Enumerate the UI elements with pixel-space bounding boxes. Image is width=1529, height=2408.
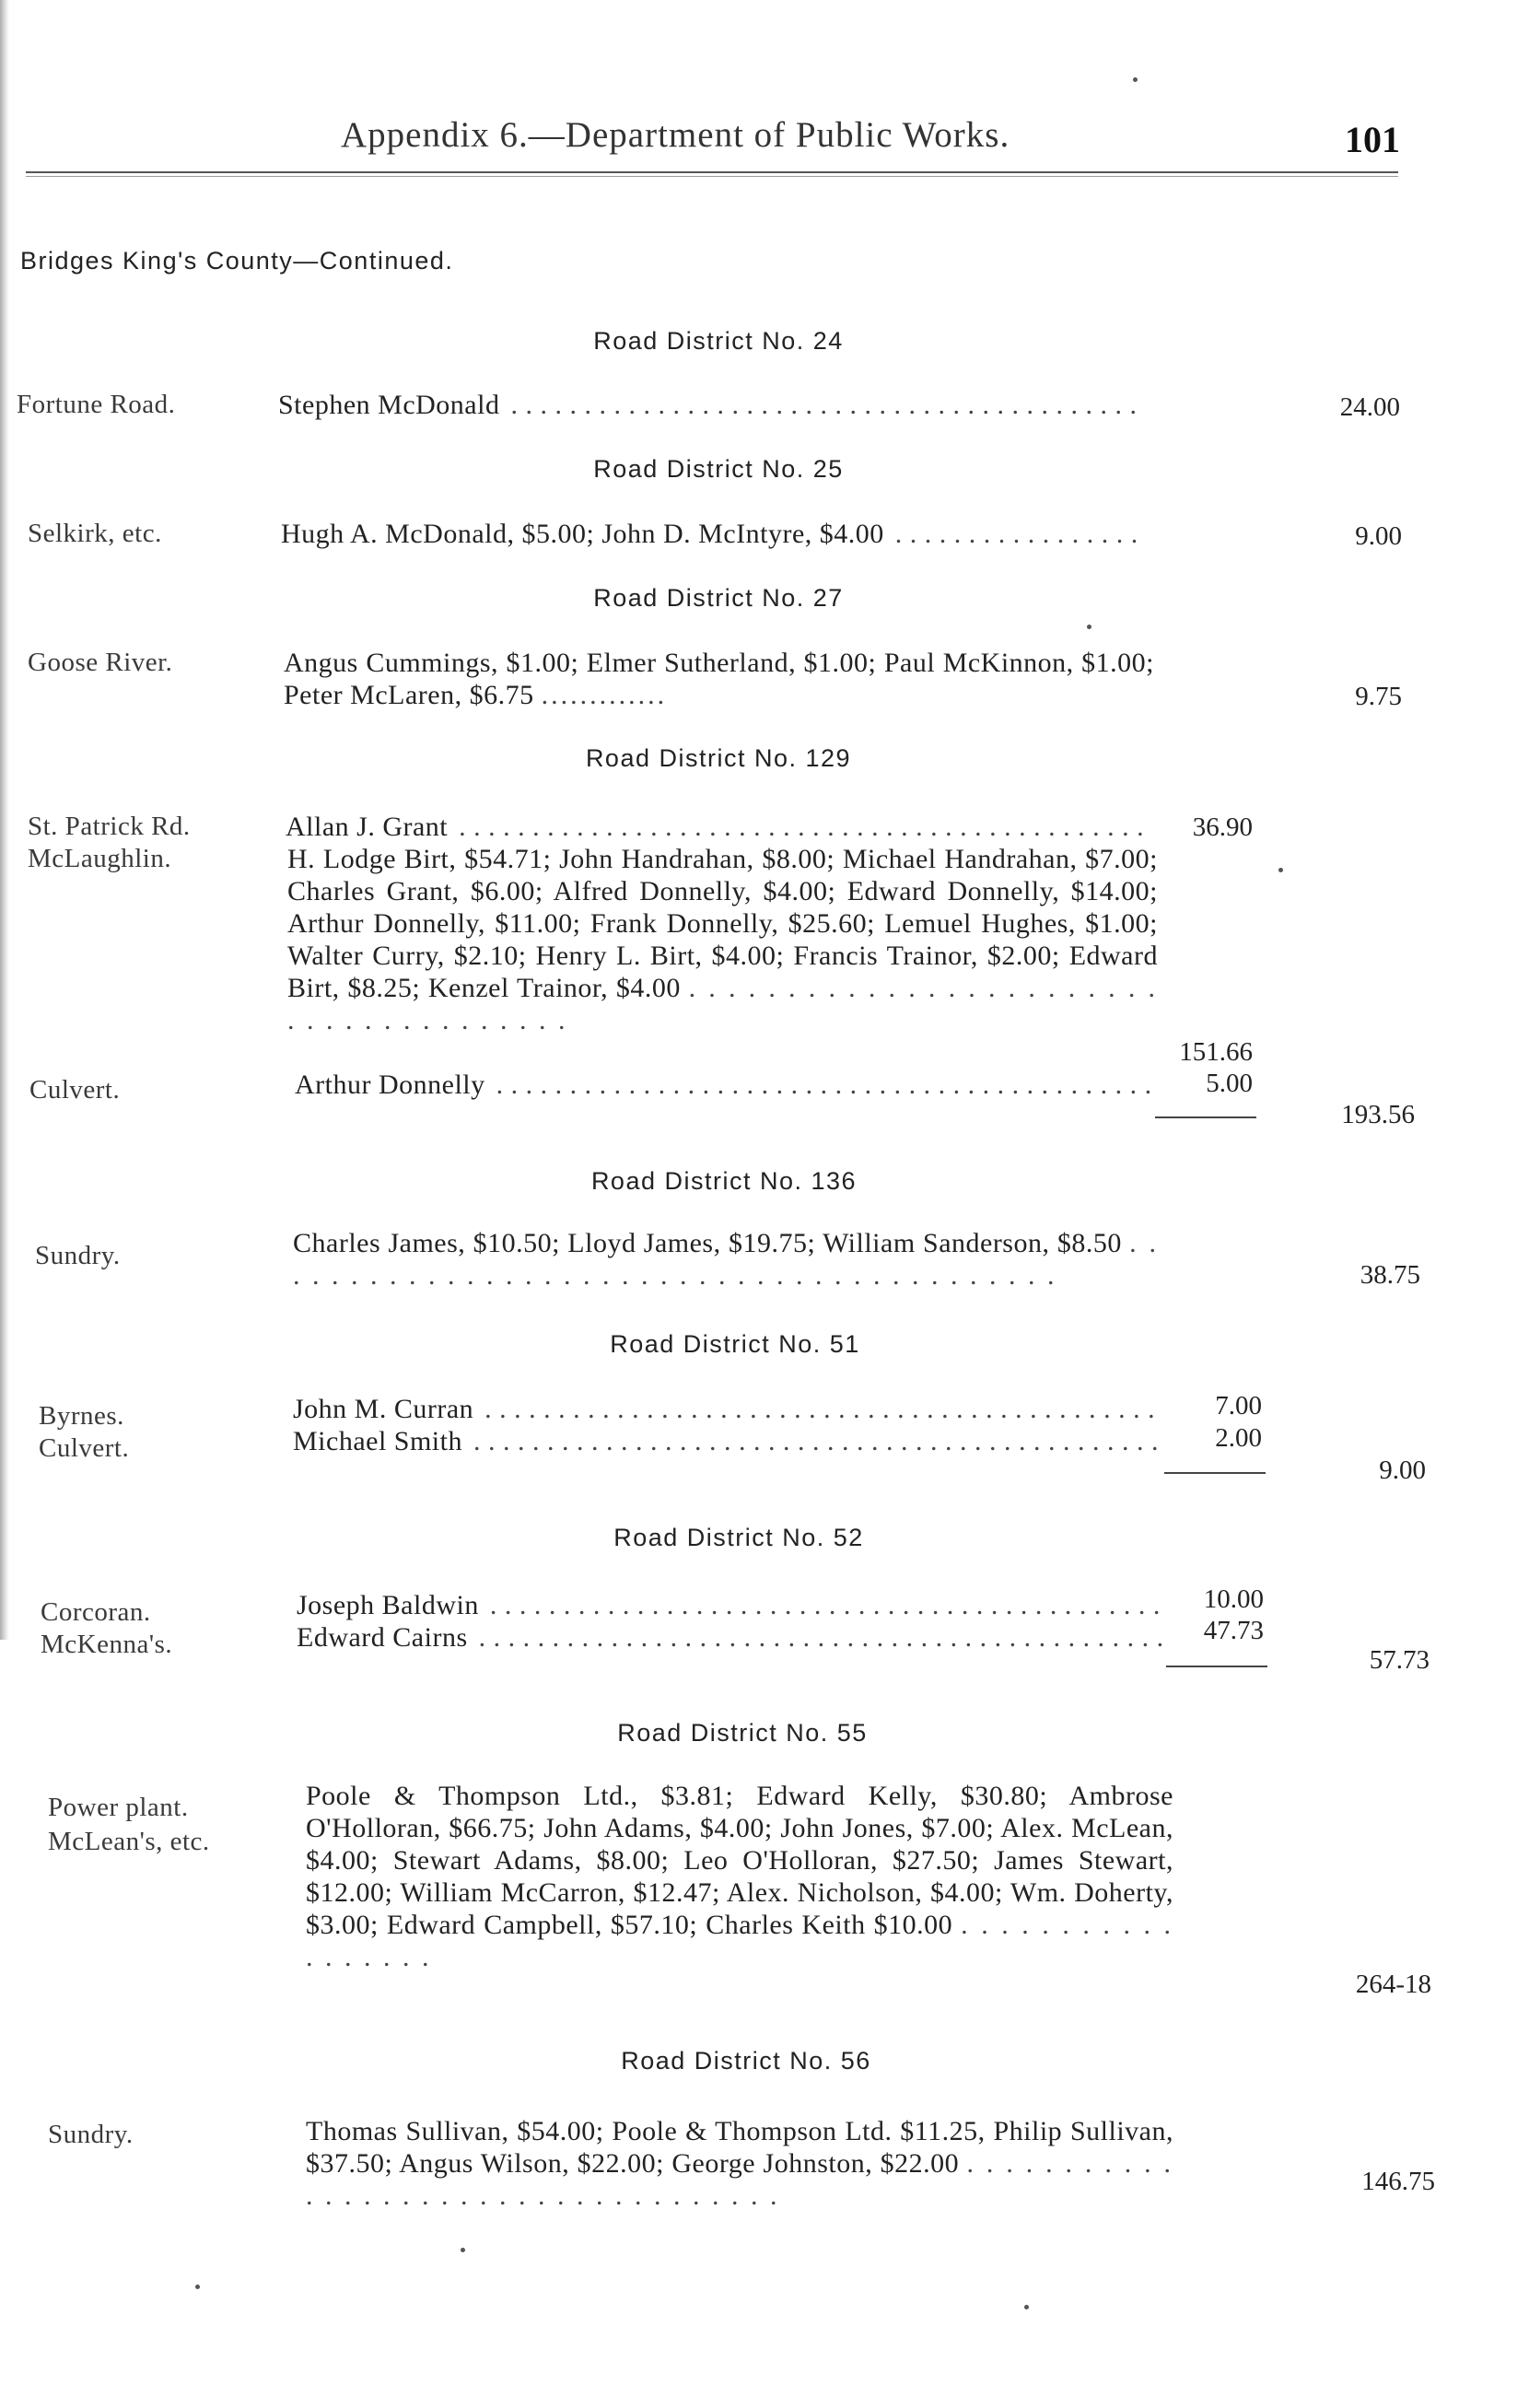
scan-speck <box>1278 868 1283 872</box>
place-name: Corcoran. <box>41 1597 151 1627</box>
district-total: 264-18 <box>1355 1970 1431 1999</box>
payment-entry <box>286 811 1150 843</box>
district-heading-136: Road District No. 136 <box>590 1167 858 1195</box>
payment-entry <box>297 1589 1162 1621</box>
district-heading-56: Road District No. 56 <box>621 2047 871 2075</box>
place-name: Selkirk, etc. <box>28 519 162 548</box>
district-heading-24: Road District No. 24 <box>593 327 844 355</box>
place-name: Byrnes. <box>39 1401 124 1431</box>
payment-entry <box>297 1621 1162 1654</box>
entry-text: Joseph Baldwin <box>297 1590 479 1620</box>
place-name: Goose River. <box>28 648 173 677</box>
place-name: Power plant. McLean's, etc. <box>48 1793 210 1856</box>
district-heading-52: Road District No. 52 <box>613 1524 864 1551</box>
dot-leader: . . . . . . . . . . . . . . . . . . <box>306 1910 1174 1972</box>
place-name: McLaughlin. <box>28 844 172 873</box>
payment-entry <box>293 1393 1159 1425</box>
subtotal-rule <box>1155 1116 1256 1118</box>
dot-leader: . . . . . . . . . . . . . . . . . . . . . . . . . . . . . . . . . . . . . . . <box>287 973 1159 1035</box>
place-name: St. Patrick Rd. <box>28 812 191 841</box>
dot-leader <box>895 518 1142 550</box>
entry-amount: 36.90 <box>1192 812 1253 842</box>
page-edge-shadow <box>0 0 9 1640</box>
entry-text: Angus Cummings, $1.00; Elmer Sutherland, $1.00; Paul McKinnon, $1.00; Peter McLaren, $6.75 <box>284 648 1154 710</box>
dot-leader <box>496 1069 1151 1101</box>
payment-entry <box>287 843 1158 1036</box>
scan-speck <box>1087 625 1091 629</box>
payment-entry <box>281 518 1142 550</box>
district-heading-51: Road District No. 51 <box>610 1330 860 1358</box>
district-total: 9.00 <box>1379 1455 1426 1485</box>
entry-amount: 151.66 <box>1179 1037 1253 1067</box>
dot-leader <box>510 389 1139 421</box>
scan-speck <box>1024 2305 1029 2309</box>
district-total: 9.75 <box>1355 682 1402 711</box>
district-heading-25: Road District No. 25 <box>593 455 844 483</box>
scan-speck <box>461 2248 465 2252</box>
place-name: McKenna's. <box>41 1630 173 1659</box>
scan-speck <box>195 2285 200 2289</box>
entry-text: H. Lodge Birt, $54.71; John Handrahan, $8.00; Michael Handrahan, $7.00; Charles Grant, $6.00; Alfred Donnelly, $4.00; Edward Donnelly, $14.00; Arthur Donnelly, $11.00; Frank Donnelly, $25.60; Lemuel Hughes, $1.00; Walter Curry, $2.10; Henry L. Birt, $4.00; Francis Trainor, $2.00; Edward Birt, $8.25; Kenzel Trainor, $4.00 <box>287 844 1158 1003</box>
payment-entry <box>295 1069 1151 1101</box>
entry-amount: 10.00 <box>1203 1584 1264 1614</box>
entry-amount: 5.00 <box>1206 1069 1253 1098</box>
payment-entry <box>306 2115 1173 2212</box>
place-name: Culvert. <box>29 1075 121 1105</box>
district-total: 24.00 <box>1339 392 1400 422</box>
payment-entry <box>284 647 1154 711</box>
entry-text: Hugh A. McDonald, $5.00; John D. McIntyre, $4.00 <box>281 519 884 549</box>
dot-leader: . . . . . . . . . . . . . . . . . . . . . . . . . . . . . . . . . . . . . . . . . . <box>293 1228 1160 1291</box>
district-total: 193.56 <box>1341 1100 1415 1129</box>
entry-text: Arthur Donnelly <box>295 1070 485 1100</box>
dot-leader <box>473 1425 1159 1457</box>
district-total: 38.75 <box>1360 1260 1420 1290</box>
running-head: Appendix 6.—Department of Public Works. <box>341 115 1010 155</box>
entry-amount: 47.73 <box>1203 1616 1264 1645</box>
scan-speck <box>1133 77 1138 82</box>
entry-amount: 7.00 <box>1215 1391 1262 1420</box>
entry-amount: 2.00 <box>1215 1423 1262 1453</box>
district-total: 146.75 <box>1361 2167 1435 2196</box>
payment-entry <box>278 389 1139 421</box>
dot-leader <box>490 1589 1162 1621</box>
subtotal-rule <box>1166 1666 1267 1667</box>
entry-text: Allan J. Grant <box>286 812 449 842</box>
entry-text: Edward Cairns <box>297 1622 468 1653</box>
section-title: Bridges King's County—Continued. <box>20 247 454 275</box>
dot-leader: . . . . . . . . . . . . . . . . . . . . . . . . . . . . . . . . . . . . <box>306 2148 1174 2211</box>
district-heading-55: Road District No. 55 <box>617 1719 868 1747</box>
place-name: Fortune Road. <box>17 390 176 419</box>
place-name: Culvert. <box>39 1433 130 1463</box>
entry-text: Thomas Sullivan, $54.00; Poole & Thompson Ltd. $11.25, Philip Sullivan, $37.50; Angus Wilson, $22.00; George Johnston, $22.00 <box>306 2116 1173 2179</box>
district-total: 9.00 <box>1355 521 1402 551</box>
entry-text: John M. Curran <box>293 1394 474 1424</box>
entry-text: Stephen McDonald <box>278 390 500 420</box>
dot-leader <box>459 811 1150 843</box>
entry-text: Charles James, $10.50; Lloyd James, $19.75; William Sanderson, $8.50 <box>293 1228 1122 1258</box>
page-number: 101 <box>1345 119 1400 160</box>
dot-leader <box>484 1393 1159 1425</box>
place-name: Sundry. <box>35 1241 121 1270</box>
place-name: Sundry. <box>48 2120 134 2149</box>
payment-entry <box>306 1780 1173 1973</box>
district-heading-129: Road District No. 129 <box>585 744 852 772</box>
payment-entry <box>293 1227 1159 1292</box>
payment-entry <box>293 1425 1159 1457</box>
page-header <box>0 114 1529 169</box>
subtotal-rule <box>1164 1472 1266 1474</box>
entry-text: Michael Smith <box>293 1426 462 1456</box>
entry-text: Poole & Thompson Ltd., $3.81; Edward Kelly, $30.80; Ambrose O'Holloran, $66.75; John Adams, $4.00; John Jones, $7.00; Alex. McLean, $4.00; Stewart Adams, $8.00; Leo O'Holloran, $27.50; James Stewart, $12.00; William McCarron, $12.47; Alex. Nicholson, $4.00; Wm. Doherty, $3.00; Edward Campbell, $57.10; Charles Keith $10.00 <box>306 1781 1173 1940</box>
district-heading-27: Road District No. 27 <box>593 584 844 612</box>
district-total: 57.73 <box>1369 1645 1430 1675</box>
dot-leader: ............. <box>541 680 668 710</box>
header-rule <box>26 171 1398 177</box>
dot-leader <box>479 1621 1162 1654</box>
